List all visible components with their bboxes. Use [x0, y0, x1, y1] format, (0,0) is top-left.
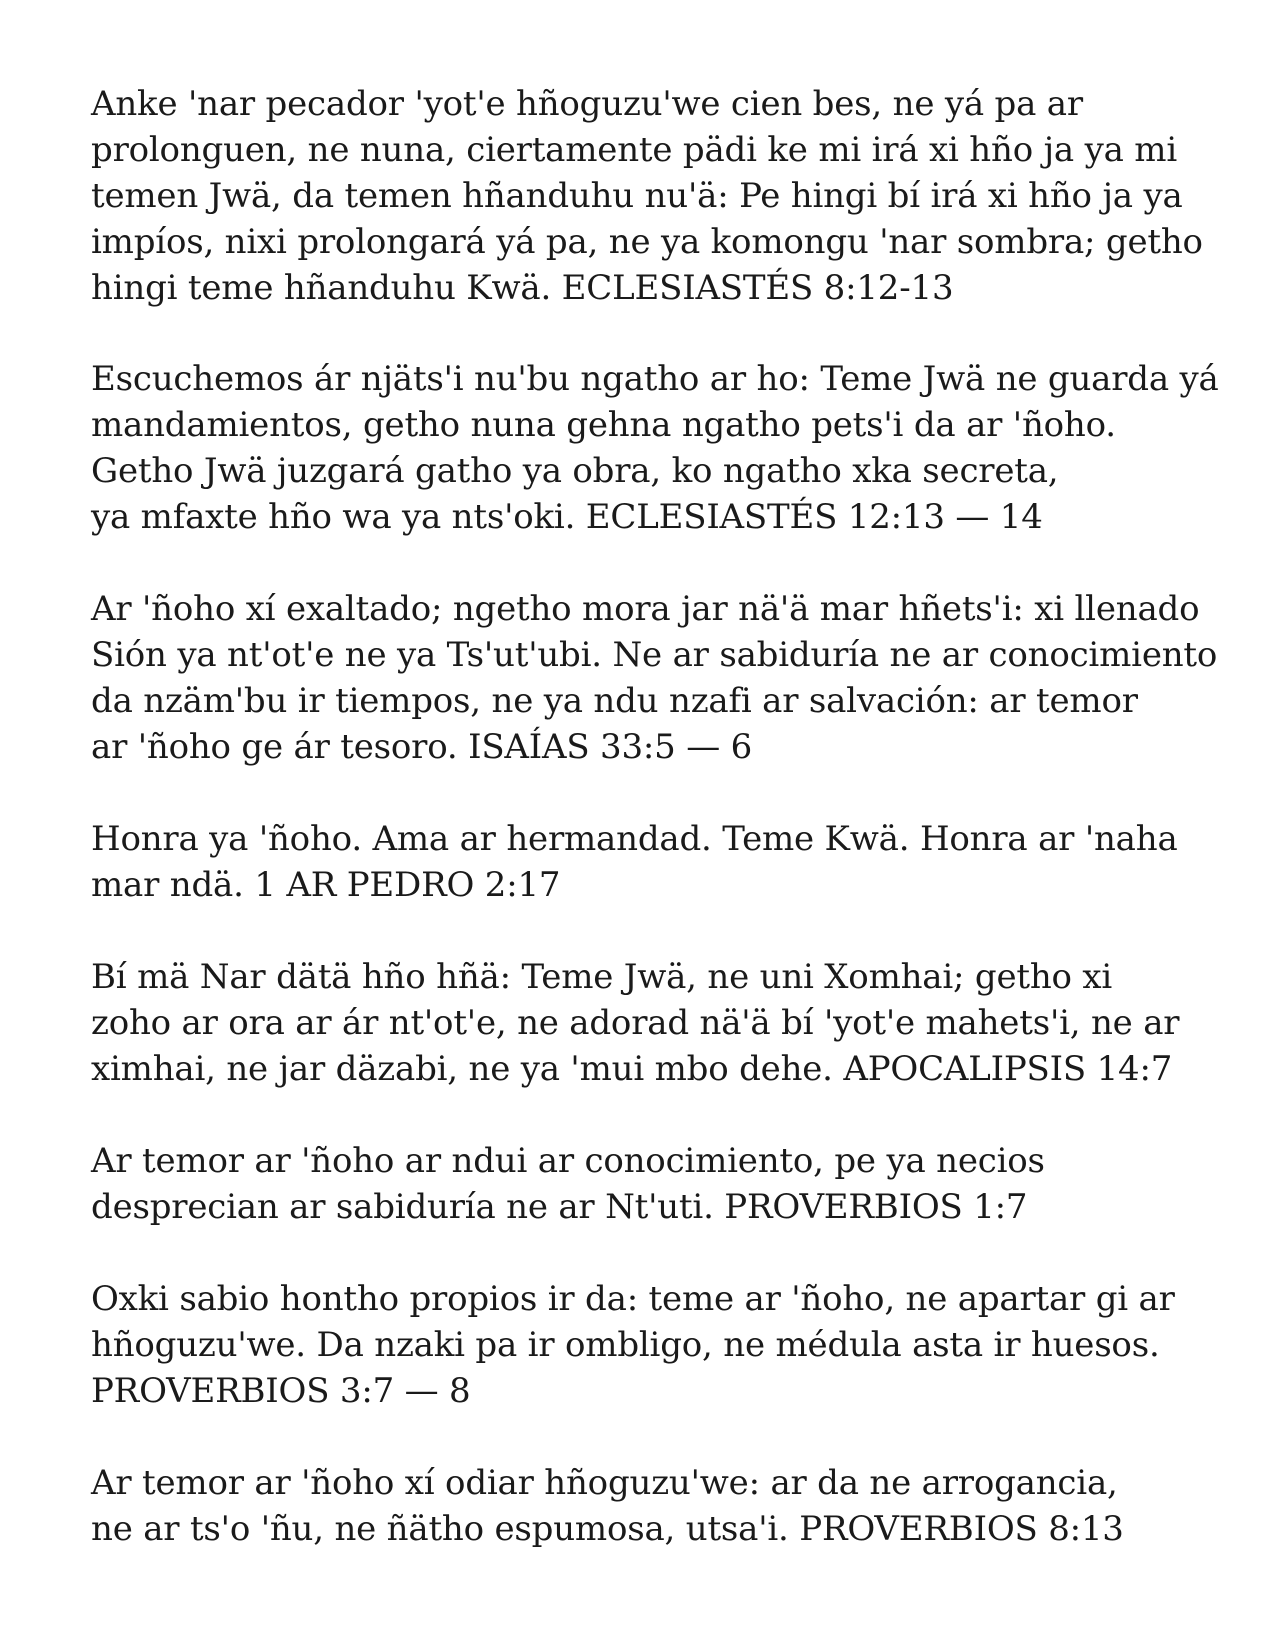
scripture-passage-1-peter-2: Honra ya 'ñoho. Ama ar hermandad. Teme Kwä. Honra ar 'naha mar ndä. 1 AR PEDRO 2:17	[91, 819, 1178, 905]
scripture-passage-proverbs-1: Ar temor ar 'ñoho ar ndui ar conocimiento, pe ya necios desprecian ar sabiduría ne ar Nt'uti. PROVERBIOS 1:7	[91, 1141, 1045, 1227]
scripture-passage-ecclesiastes-12: Escuchemos ár njäts'i nu'bu ngatho ar ho: Teme Jwä ne guarda yá mandamientos, getho nuna gehna ngatho pets'i da ar 'ñoho. Getho Jwä juzgará gatho ya obra, ko ngatho xka secreta, ya mfaxte hño wa ya nts'oki. ECLESIASTÉS 12:13 — 14	[91, 359, 1219, 537]
scripture-passage-ecclesiastes-8: Anke 'nar pecador 'yot'e hñoguzu'we cien bes, ne yá pa ar prolonguen, ne nuna, ciertamente pädi ke mi irá xi hño ja ya mi temen Jwä, da temen hñanduhu nu'ä: Pe hingi bí irá xi hño ja ya impíos, nixi prolongará yá pa, ne ya komongu 'nar sombra; getho hingi teme hñanduhu Kwä. ECLESIASTÉS 8:12-13	[91, 84, 1203, 308]
scripture-passage-revelation-14: Bí mä Nar dätä hño hñä: Teme Jwä, ne uni Xomhai; getho xi zoho ar ora ar ár nt'ot'e, ne adorad nä'ä bí 'yot'e mahets'i, ne ar ximhai, ne jar däzabi, ne ya 'mui mbo dehe. APOCALIPSIS 14:7	[91, 957, 1180, 1089]
scripture-passage-proverbs-8: Ar temor ar 'ñoho xí odiar hñoguzu'we: ar da ne arrogancia, ne ar ts'o 'ñu, ne ñätho espumosa, utsa'i. PROVERBIOS 8:13	[91, 1463, 1124, 1549]
scripture-passage-isaiah-33: Ar 'ñoho xí exaltado; ngetho mora jar nä'ä mar hñets'i: xi llenado Sión ya nt'ot'e ne ya Ts'ut'ubi. Ne ar sabiduría ne ar conocimiento da nzäm'bu ir tiempos, ne ya ndu nzafi ar salvación: ar temor ar 'ñoho ge ár tesoro. ISAÍAS 33:5 — 6	[91, 589, 1218, 767]
scripture-passage-proverbs-3: Oxki sabio hontho propios ir da: teme ar 'ñoho, ne apartar gi ar hñoguzu'we. Da nzaki pa ir ombligo, ne médula asta ir huesos. PROVERBIOS 3:7 — 8	[91, 1279, 1175, 1411]
